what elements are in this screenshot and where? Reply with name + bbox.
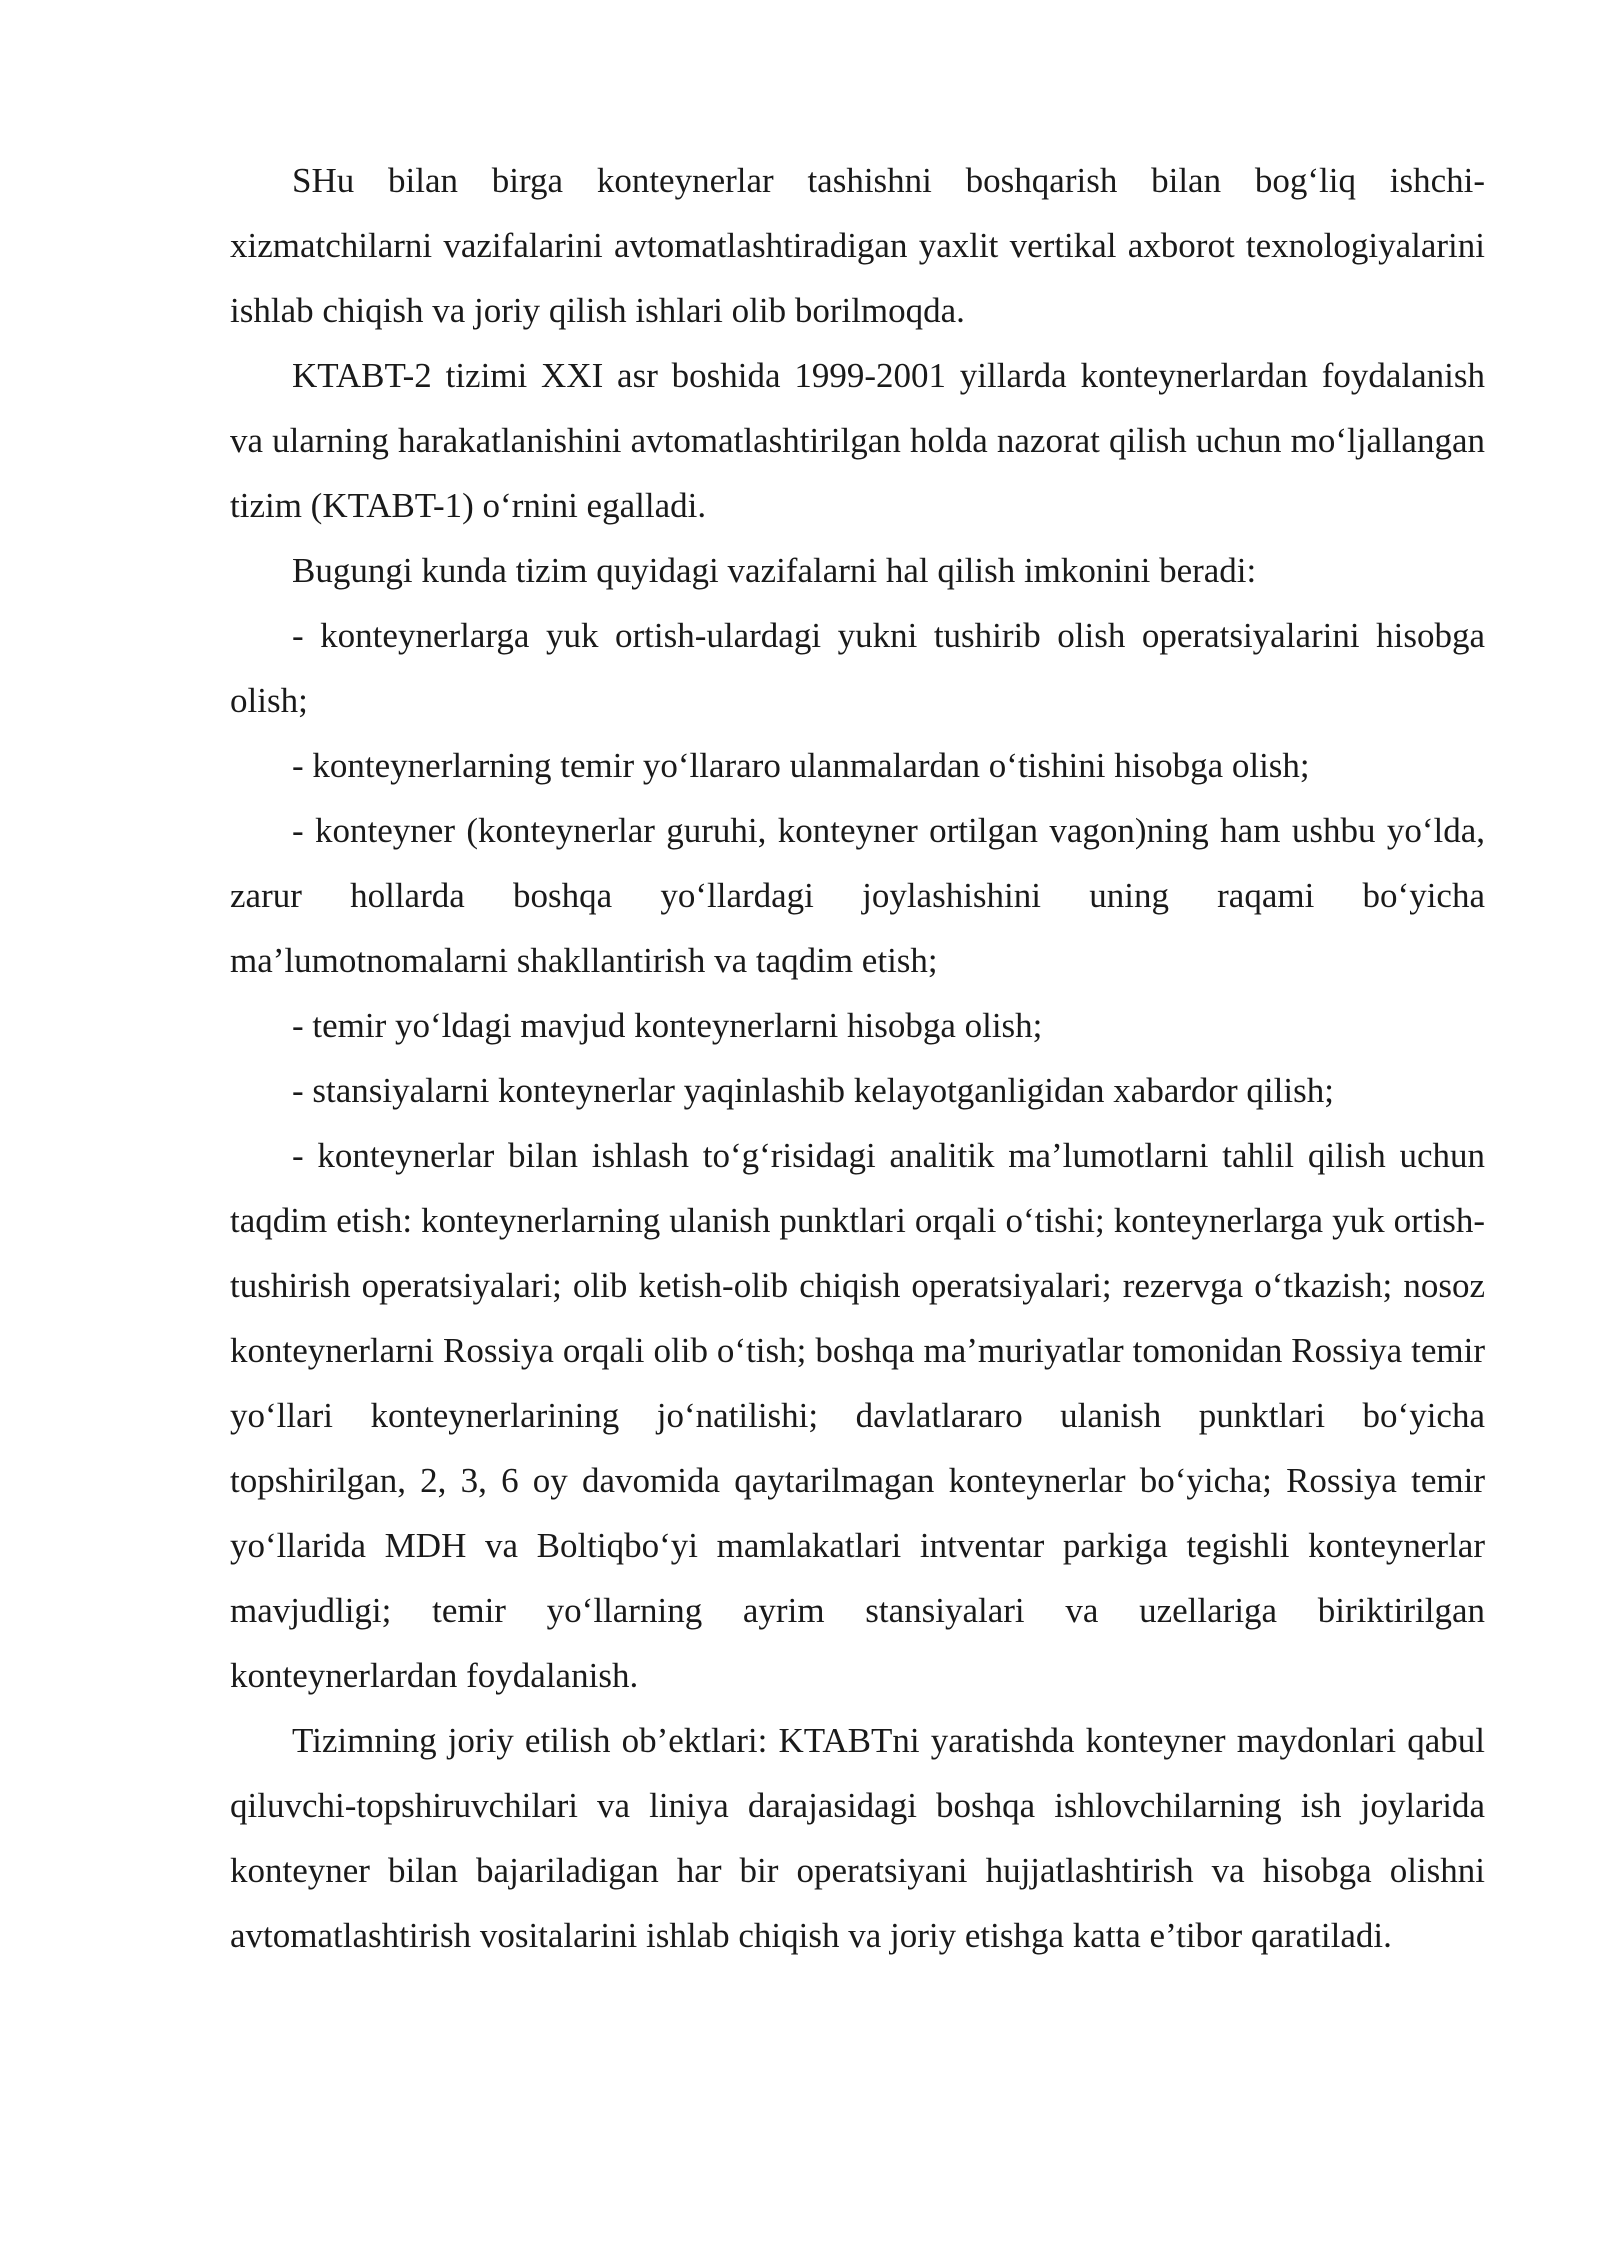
paragraph-intro: SHu bilan birga konteynerlar tashishni boshqarish bilan bog‘liq ishchi-xizmatchilarni vazifalarini avtomatlashtiradigan yaxlit vertikal axborot texnologiyalarini ishlab chiqish va joriy qilish ishlari olib borilmoqda.	[230, 161, 1485, 330]
paragraph-ktabt2: KTABT-2 tizimi XXI asr boshida 1999-2001 yillarda konteynerlardan foydalanish va ularning harakatlanishini avtomatlashtirilgan holda nazorat qilish uchun mo‘ljallangan tizim (KTABT-1) o‘rnini egalladi.	[230, 356, 1485, 525]
paragraph-tasks-intro: Bugungi kunda tizim quyidagi vazifalarni hal qilish imkonini beradi:	[292, 551, 1257, 590]
list-item-loading: - konteynerlarga yuk ortish-ulardagi yukni tushirib olish operatsiyalarini hisobga olish;	[230, 616, 1485, 720]
list-item-analytics: - konteynerlar bilan ishlash to‘g‘risidagi analitik ma’lumotlarni tahlil qilish uchun taqdim etish: konteynerlarning ulanish punktlari orqali o‘tishi; konteynerlarga yuk ortish-tushirish operatsiyalari; olib ketish-olib chiqish operatsiyalari; rezervga o‘tkazish; nosoz konteynerlarni Rossiya orqali olib o‘tish; boshqa ma’muriyatlar tomonidan Rossiya temir yo‘llari konteynerlarining jo‘natilishi; davlatlararo ulanish punktlari bo‘yicha topshirilgan, 2, 3, 6 oy davomida qaytarilmagan konteynerlar bo‘yicha; Rossiya temir yo‘llarida MDH va Boltiqbo‘yi mamlakatlari intventar parkiga tegishli konteynerlar mavjudligi; temir yo‘llarning ayrim stansiyalari va uzellariga biriktirilgan konteynerlardan foydalanish.	[230, 1136, 1485, 1695]
paragraph-implementation: Tizimning joriy etilish ob’ektlari: KTABTni yaratishda konteyner maydonlari qabul qiluvchi-topshiruvchilari va liniya darajasidagi boshqa ishlovchilarning ish joylarida konteyner bilan bajariladigan har bir operatsiyani hujjatlashtirish va hisobga olishni avtomatlashtirish vositalarini ishlab chiqish va joriy etishga katta e’tibor qaratiladi.	[230, 1721, 1485, 1955]
list-item-inventory: - temir yo‘ldagi mavjud konteynerlarni hisobga olish;	[292, 1006, 1043, 1045]
list-item-notification: - stansiyalarni konteynerlar yaqinlashib kelayotganligidan xabardor qilish;	[292, 1071, 1334, 1110]
document-page	[230, 148, 1485, 1968]
list-item-location: - konteyner (konteynerlar guruhi, konteyner ortilgan vagon)ning ham ushbu yo‘lda, zarur hollarda boshqa yo‘llardagi joylashishini uning raqami bo‘yicha ma’lumotnomalarni shakllantirish va taqdim etish;	[230, 811, 1485, 980]
list-item-transit: - konteynerlarning temir yo‘llararo ulanmalardan o‘tishini hisobga olish;	[292, 746, 1310, 785]
